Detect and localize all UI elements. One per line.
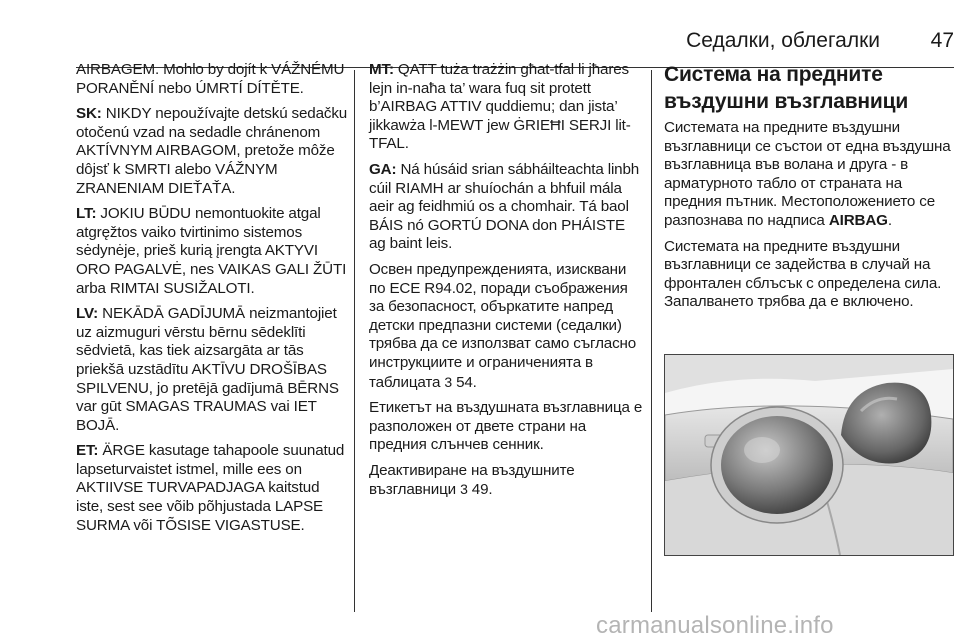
front-airbag-paragraph-1: Системата на предните въздушни възглавници се състои от една въздушна възглавница във волана и друга - в арматурното табло от страната на предния пътник. Местоположението се разпознава по надписа AIRBAG. bbox=[664, 119, 951, 229]
column-2 bbox=[369, 61, 645, 507]
page-ref-arrow-icon: 3 bbox=[460, 481, 468, 498]
column-1 bbox=[76, 61, 350, 542]
airbag-deployment-icon bbox=[665, 355, 953, 555]
page-ref-link[interactable]: 54. bbox=[452, 373, 477, 391]
page-ref-link[interactable]: 49. bbox=[467, 481, 493, 499]
page-number: 47 bbox=[930, 29, 954, 52]
airbag-illustration bbox=[664, 354, 954, 556]
ece-paragraph: Освен предупрежденията, изисквани по ECE R94.02, поради съображения за безопасност, объркатите напред детски предпазни системи (седалки) трябва да се използват само съгласно инструкциите и ограниченията в таблицата 3 54. bbox=[369, 260, 637, 391]
deactivation-paragraph: Деактивиране на въздушните възглавници 3 49. bbox=[369, 461, 575, 499]
column-3 bbox=[664, 61, 956, 319]
warning-lt: LT: JOKIU BŪDU nemontuokite atgal atgręžtos vaiko tvirtinimo sistemos sėdynėje, prieš kurią įrengta AKTYVI ORO PAGALVĖ, nes VAIKAS GALI ŽŪTI arba RIMTAI SUSIŽALOTI. bbox=[76, 205, 347, 297]
warning-mt: MT: QATT tuża trażżin għat-tfal li jħares lejn in-naħa ta’ wara fuq sit protett b’AIRBAG ATTIV quddiemu; dan jista’ jikkawża l-MEWT jew ĠRIEĦI SERJI lit-TFAL. bbox=[369, 61, 631, 153]
header-title: Седалки, облегалки bbox=[686, 29, 880, 52]
label-location-paragraph: Етикетът на въздушната възглавница е разположен от двете страни на предния слънчев сенник. bbox=[369, 399, 643, 454]
warning-sk: SK: NIKDY nepoužívajte detskú sedačku otočenú vzad na sedadle chránenom AKTÍVNYM AIRBAGOM, pretože môže dôjsť k SMRTI alebo VÁŽNYM ZRANENIAM DIEŤAŤA. bbox=[76, 105, 348, 197]
column-divider-1 bbox=[354, 70, 355, 612]
warning-cs-cont: AIRBAGEM. Mohlo by dojít k VÁŽNÉMU PORANĚNÍ nebo ÚMRTÍ DÍTĚTE. bbox=[76, 61, 345, 97]
front-airbag-paragraph-2: Системата на предните въздушни възглавници се задейства в случай на фронтален сблъсък с определена сила. Запалването трябва да е включено. bbox=[664, 237, 942, 311]
warning-et: ET: ÄRGE kasutage tahapoole suunatud lapseturvaistet istmel, mille ees on AKTIIVSE TURVAPADJAGA kaitstud iste, sest see võib põhjustada LAPSE SURMA või TÕSISE VIGASTUSE. bbox=[76, 442, 345, 534]
page-ref-arrow-icon: 3 bbox=[444, 373, 452, 390]
column-divider-2 bbox=[651, 70, 652, 612]
warning-lv: LV: NEKĀDĀ GADĪJUMĀ neizmantojiet uz aizmuguri vērstu bērnu sēdeklīti sēdvietā, kas tiek aizsargāta ar tās priekšā uzstādītu AKTĪVU DROŠĪBAS SPILVENU, jo pretējā gadījumā BĒRNS var gūt SMAGAS TRAUMAS vai IET BOJĀ. bbox=[76, 305, 339, 434]
page-header bbox=[76, 26, 954, 60]
section-title: Система на предните въздушни възглавници bbox=[664, 63, 909, 113]
warning-ga: GA: Ná húsáid srian sábháilteachta linbh cúil RIAMH ar shuíochán a bhfuil mála aeir ag feidhmiú os a chomhair. Tá baol BÁIS nó GORTÚ DONA don PHÁISTE ag baint leis. bbox=[369, 160, 640, 253]
watermark: carmanualsonline.info bbox=[596, 612, 834, 639]
